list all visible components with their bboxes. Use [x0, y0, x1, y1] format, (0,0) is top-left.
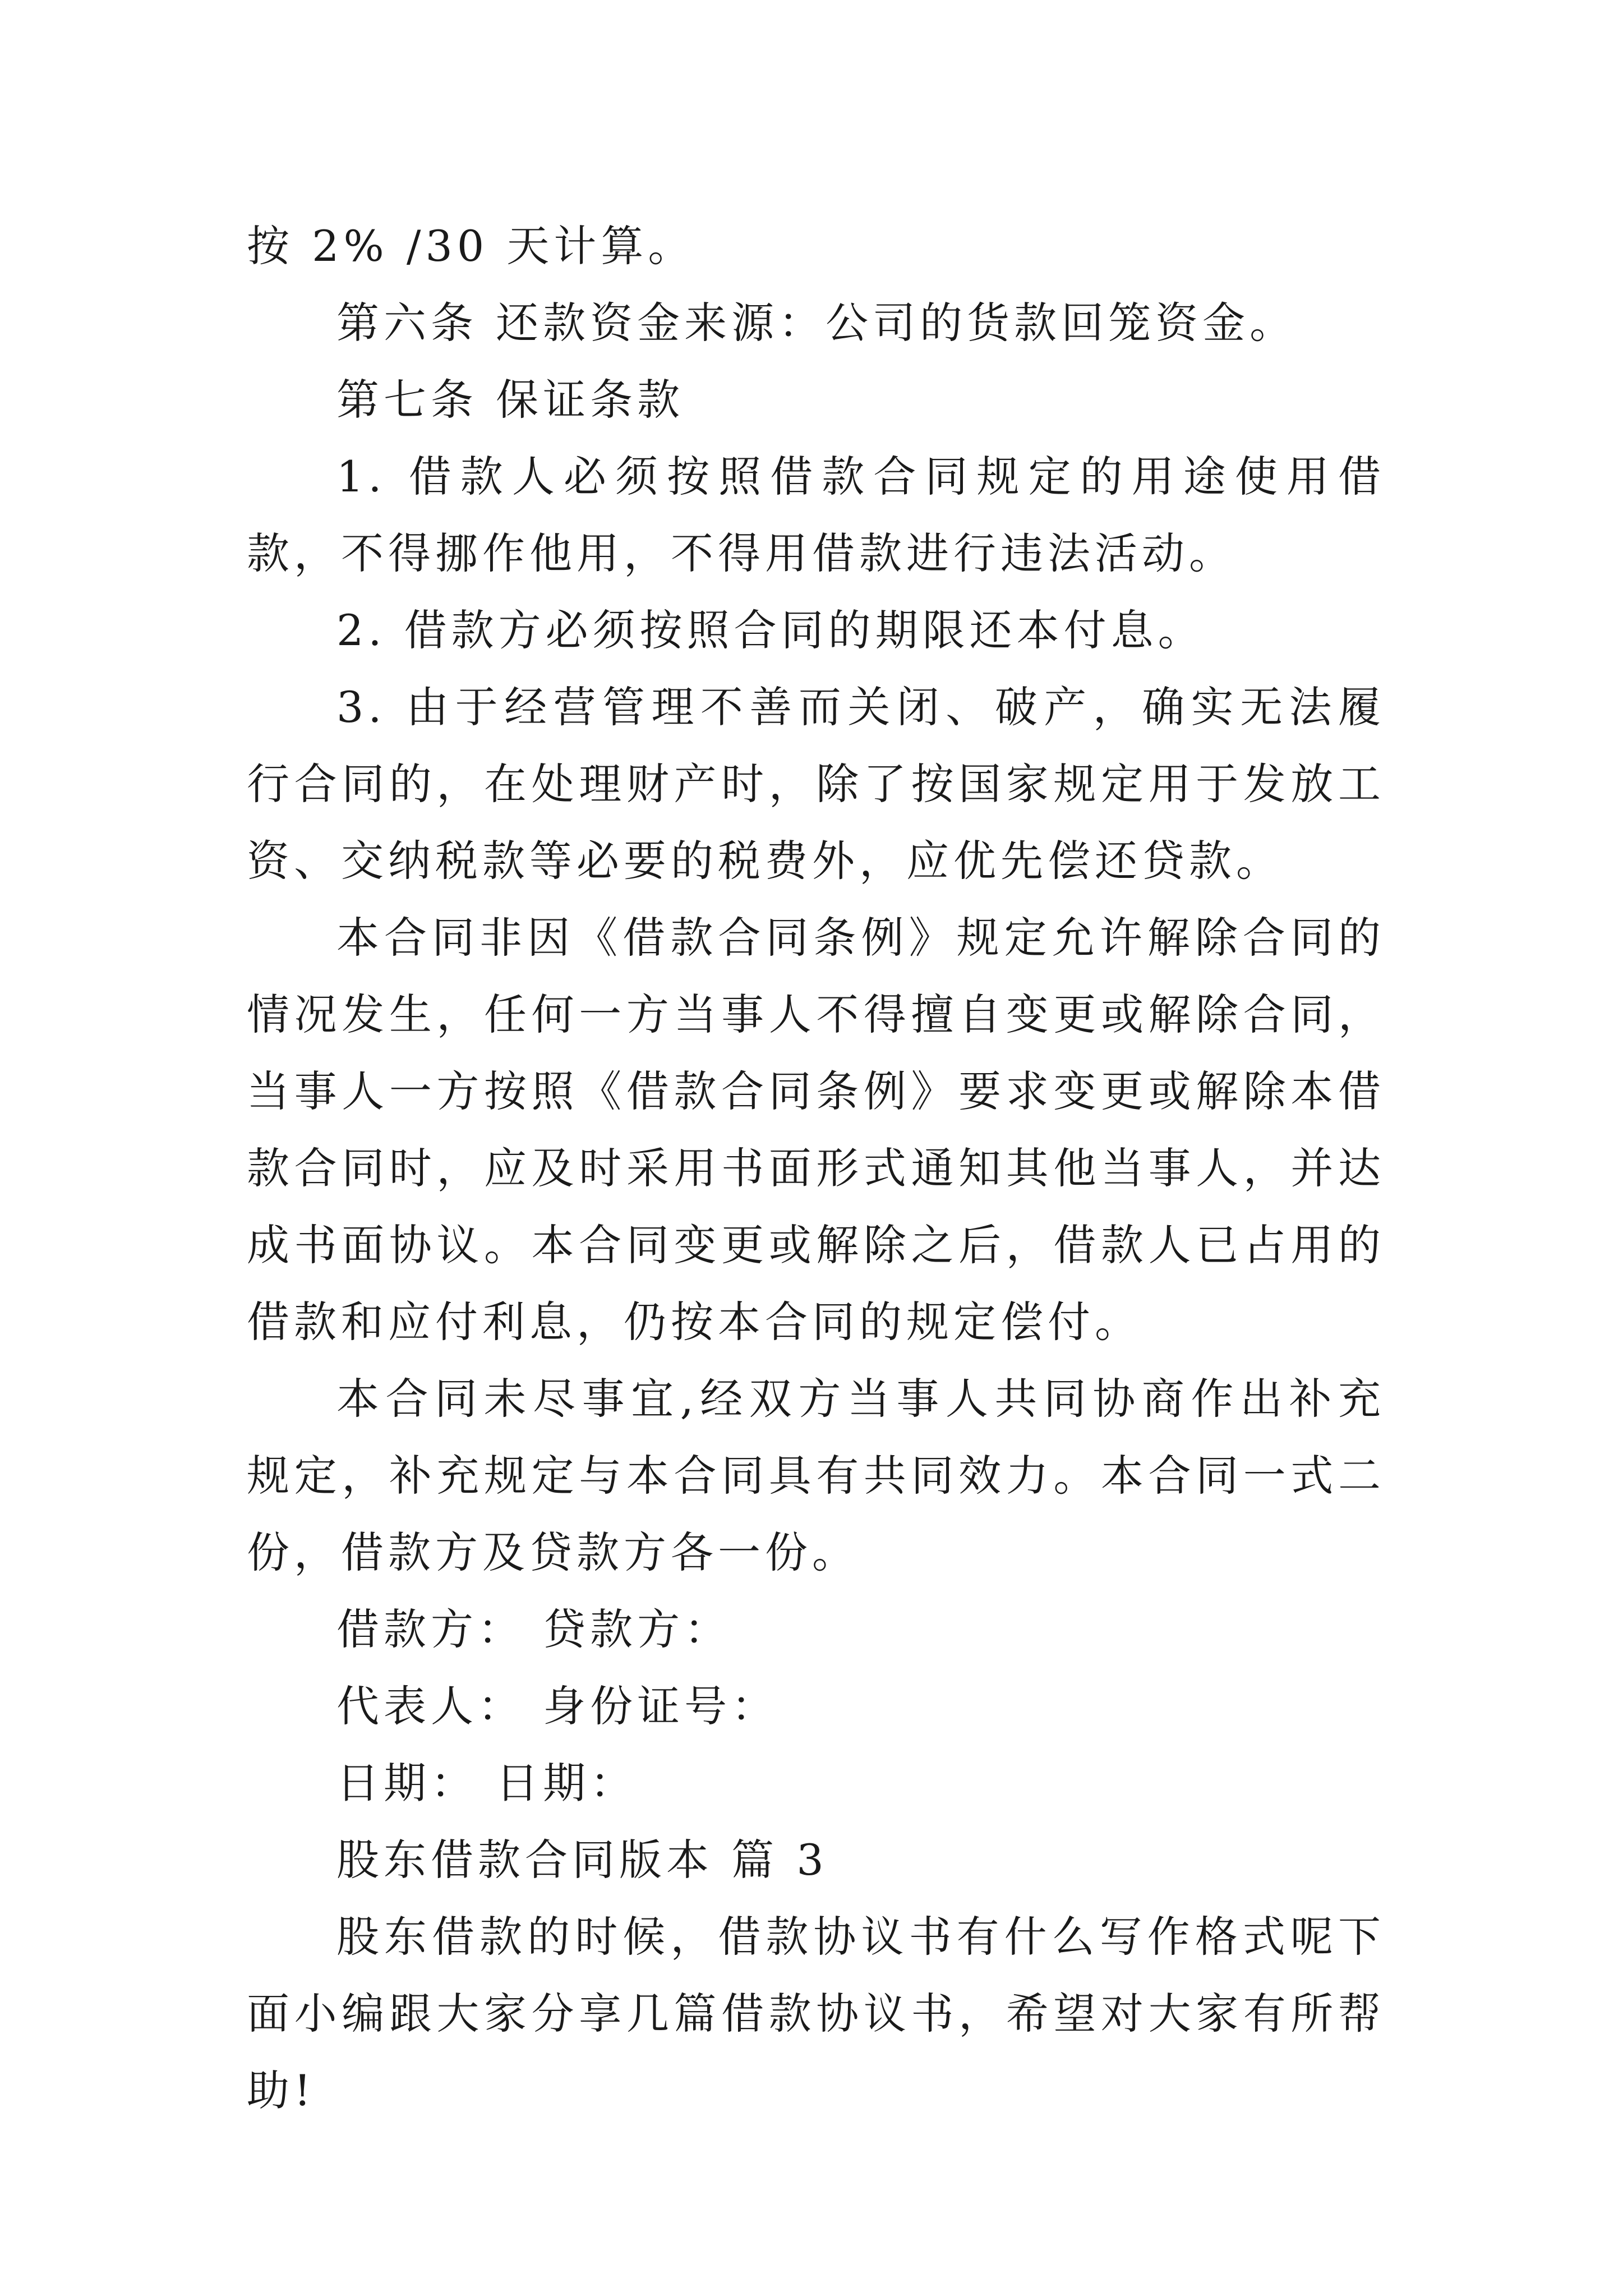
signature-line-parties: 借款方： 贷款方： [336, 1604, 732, 1654]
paragraph-contract-modification: 本合同非因《借款合同条例》规定允许解除合同的情况发生，任何一方当事人不得擅自变更或解除合同，当事人一方按照《借款合同条例》要求变更或解除本借款合同时，应及时采用书面形式通知其他当事人，并达成书面协议。本合同变更或解除之后，借款人已占用的借款和应付利息，仍按本合同的规定偿付。 [247, 913, 1385, 1347]
paragraph-intro: 股东借款的时候，借款协议书有什么写作格式呢下面小编跟大家分享几篇借款协议书，希望对大家有所帮助! [247, 1912, 1385, 2115]
section-heading: 股东借款合同版本 篇 3 [336, 1835, 828, 1885]
document-body [247, 208, 1385, 2129]
paragraph-article-7-heading: 第七条 保证条款 [336, 375, 685, 425]
signature-line-date: 日期： 日期： [336, 1758, 638, 1808]
paragraph-supplementary-provisions: 本合同未尽事宜,经双方当事人共同协商作出补充规定，补充规定与本合同具有共同效力。本合同一式二份，借款方及贷款方各一份。 [247, 1374, 1385, 1577]
paragraph-article-6: 第六条 还款资金来源：公司的货款回笼资金。 [336, 298, 1297, 348]
paragraph-clause-3: 3. 由于经营管理不善而关闭、破产，确实无法履行合同的，在处理财产时，除了按国家规定用于发放工资、交纳税款等必要的税费外，应优先偿还贷款。 [247, 682, 1385, 886]
paragraph-clause-1: 1. 借款人必须按照借款合同规定的用途使用借款，不得挪作他用，不得用借款进行违法活动。 [247, 452, 1385, 578]
paragraph-clause-2: 2. 借款方必须按照合同的期限还本付息。 [336, 605, 1205, 655]
signature-line-representative: 代表人： 身份证号： [336, 1681, 779, 1731]
paragraph-interest-rate-continued: 按 2% /30 天计算。 [247, 221, 695, 271]
